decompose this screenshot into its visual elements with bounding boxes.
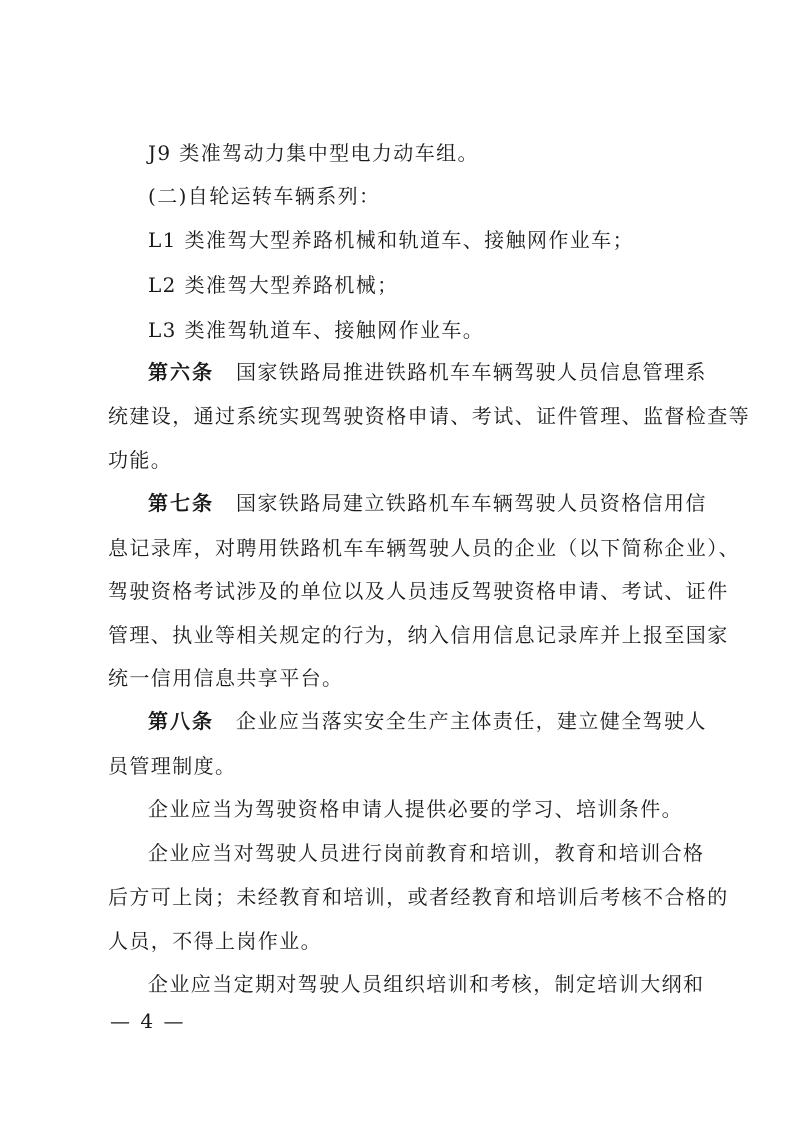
paragraph-line: 统建设，通过系统实现驾驶资格申请、考试、证件管理、监督检查等 xyxy=(108,404,750,428)
article-text: 企业应当落实安全生产主体责任，建立健全驾驶人 xyxy=(236,709,707,733)
paragraph-line: J9 类准驾动力集中型电力动车组。 xyxy=(148,141,479,165)
section-heading: (二)自轮运转车辆系列： xyxy=(148,184,381,208)
article-text: 国家铁路局建立铁路机车车辆驾驶人员资格信用信 xyxy=(236,491,707,515)
paragraph-line: L3 类准驾轨道车、接触网作业车。 xyxy=(148,318,485,342)
paragraph-line: 息记录库，对聘用铁路机车车辆驾驶人员的企业（以下简称企业）、 xyxy=(108,536,740,560)
paragraph-line: 员管理制度。 xyxy=(108,754,237,778)
article-heading: 第七条 xyxy=(148,491,214,515)
article-heading: 第六条 xyxy=(148,360,214,384)
paragraph-line: 人员，不得上岗作业。 xyxy=(108,929,322,953)
paragraph-line: 统一信用信息共享平台。 xyxy=(108,666,344,690)
paragraph-line: 驾驶资格考试涉及的单位以及人员违反驾驶资格申请、考试、证件 xyxy=(108,579,729,603)
paragraph-line: 后方可上岗；未经教育和培训，或者经教育和培训后考核不合格的 xyxy=(108,885,729,909)
article-heading: 第八条 xyxy=(148,709,214,733)
article-line xyxy=(148,490,707,516)
paragraph-line: 功能。 xyxy=(108,448,173,472)
paragraph-line: L1 类准驾大型养路机械和轨道车、接触网作业车； xyxy=(148,228,634,252)
article-text: 国家铁路局推进铁路机车车辆驾驶人员信息管理系 xyxy=(236,360,707,384)
paragraph-line: 企业应当对驾驶人员进行岗前教育和培训，教育和培训合格 xyxy=(148,841,705,865)
article-line xyxy=(148,708,707,734)
paragraph-line: 企业应当定期对驾驶人员组织培训和考核，制定培训大纲和 xyxy=(148,972,705,996)
paragraph-line: L2 类准驾大型养路机械； xyxy=(148,273,399,297)
paragraph-line: 企业应当为驾驶资格申请人提供必要的学习、培训条件。 xyxy=(148,797,683,821)
article-line xyxy=(148,359,707,385)
paragraph-line: 管理、执业等相关规定的行为，纳入信用信息记录库并上报至国家 xyxy=(108,623,729,647)
page-number: — 4 — xyxy=(110,1009,186,1033)
